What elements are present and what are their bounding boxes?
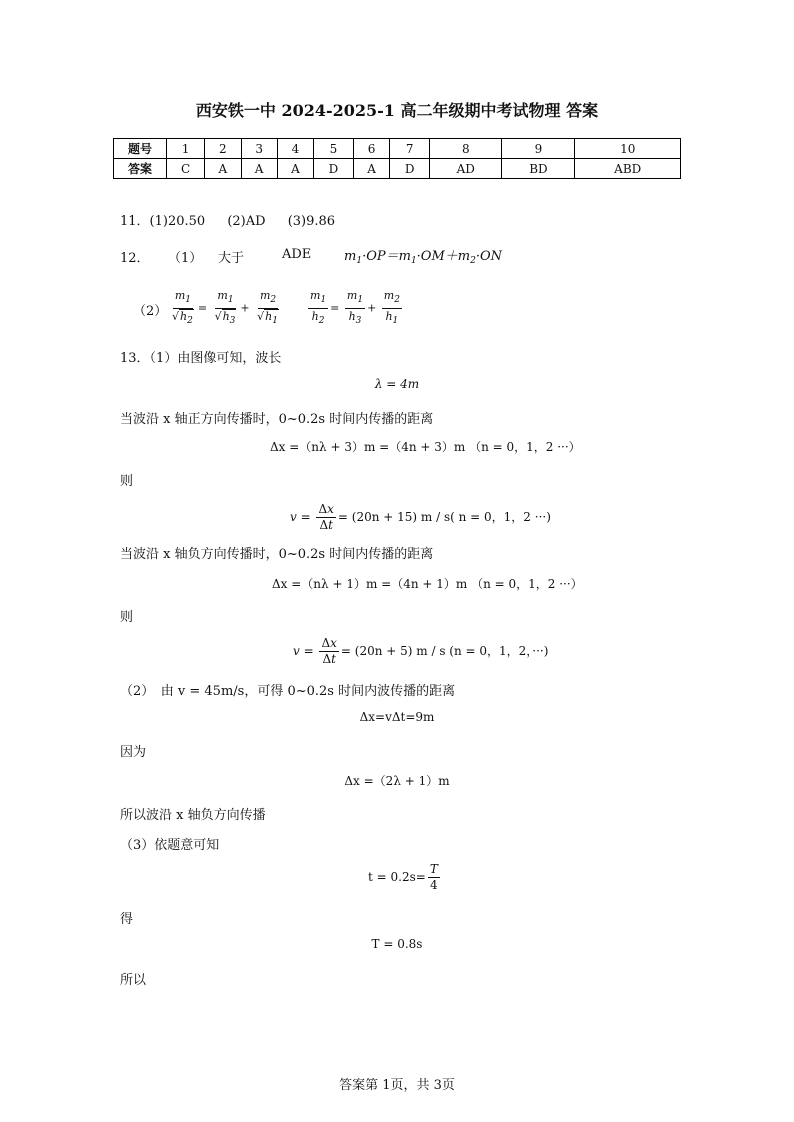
q12-label: 12． xyxy=(120,251,150,266)
table-cell: 6 xyxy=(353,139,389,159)
q13-get: 得 xyxy=(120,912,134,927)
table-cell: 1 xyxy=(167,139,205,159)
table-cell: C xyxy=(167,159,205,179)
q11-part1: (1)20.50 xyxy=(149,214,206,229)
q13-part3-text: （3）依题意可知 xyxy=(120,838,220,853)
table-header-answer: 答案 xyxy=(114,159,167,179)
q13-period: T = 0.8s xyxy=(371,937,423,951)
q13-time-equation: t = 0.2s= $\frac{T}{4}$ xyxy=(368,862,438,892)
table-row-numbers xyxy=(114,139,681,159)
q13-distance-2lambda: Δx =（2λ + 1）m xyxy=(344,774,450,788)
table-cell: AD xyxy=(430,159,502,179)
table-header-number: 题号 xyxy=(114,139,167,159)
q12-formula-sqrt: $\frac{m_1}{√h_2}$ = $\frac{m_1}{√h_3}$ + $\frac{m_2}{√h_1}$ xyxy=(172,289,278,326)
table-cell: D xyxy=(390,159,430,179)
table-cell: 9 xyxy=(502,139,575,159)
q12-part1-label: （1） xyxy=(168,251,203,266)
q13-velocity-negative-value: = (20n + 5) m / s (n = 0，1，2，···) xyxy=(340,644,549,658)
q11-label: 11． xyxy=(120,214,150,229)
table-cell: A xyxy=(353,159,389,179)
q13-intro: 13．（1）由图像可知，波长 xyxy=(120,351,282,366)
q11-line xyxy=(120,210,335,229)
table-row-answers xyxy=(114,159,681,179)
q13-distance-positive: Δx =（nλ + 3）m =（4n + 3）m （n = 0，1，2 ···） xyxy=(270,440,581,454)
page-title: 西安铁一中 2024-2025-1 高二年级期中考试物理 答案 xyxy=(195,101,599,120)
q13-wavelength: λ = 4m xyxy=(374,377,420,391)
answer-table xyxy=(113,138,681,179)
table-cell: A xyxy=(205,159,241,179)
table-cell: 8 xyxy=(430,139,502,159)
q11-part3: (3)9.86 xyxy=(287,214,336,229)
table-cell: 4 xyxy=(277,139,313,159)
q12-formula-h: $\frac{m_1}{h_2}$ = $\frac{m_1}{h_3}$ + $\frac{m_2}{h_1}$ xyxy=(310,289,400,326)
q13-negative-direction: 当波沿 x 轴负方向传播时，0~0.2s 时间内传播的距离 xyxy=(120,547,434,562)
table-cell: ABD xyxy=(575,159,681,179)
table-cell: 5 xyxy=(314,139,354,159)
q13-time-value: t = 0.2s= xyxy=(368,870,426,884)
q12-greater: 大于 xyxy=(218,251,245,266)
q13-so: 所以 xyxy=(120,973,147,988)
table-cell: 3 xyxy=(241,139,277,159)
q13-distance-vdt: Δx=vΔt=9m xyxy=(359,710,435,724)
q13-distance-negative: Δx =（nλ + 1）m =（4n + 1）m （n = 0，1，2 ···） xyxy=(272,577,583,591)
q13-velocity-negative: v = $\frac{\Delta x}{\Delta t}$ = (20n + 5) m / s (n = 0，1，2，···) xyxy=(293,636,549,666)
q13-then-1: 则 xyxy=(120,474,134,489)
q13-because: 因为 xyxy=(120,745,147,760)
table-cell: A xyxy=(277,159,313,179)
q12-ade: ADE xyxy=(282,247,312,262)
table-cell: A xyxy=(241,159,277,179)
table-cell: 2 xyxy=(205,139,241,159)
table-cell: BD xyxy=(502,159,575,179)
q13-then-2: 则 xyxy=(120,610,134,625)
q13-conclusion-negative: 所以波沿 x 轴负方向传播 xyxy=(120,808,266,823)
table-cell: 7 xyxy=(390,139,430,159)
q13-part2-text: （2） 由 v = 45m/s，可得 0~0.2s 时间内波传播的距离 xyxy=(120,684,456,699)
table-cell: 10 xyxy=(575,139,681,159)
page-footer: 答案第 1页，共 3页 xyxy=(339,1078,455,1093)
q12-part2-label: （2） xyxy=(133,304,168,319)
q12-momentum-equation: $m_1\cdot OP=m_1\cdot OM+m_2\cdot ON$ xyxy=(344,249,503,266)
q13-velocity-positive-value: = (20n + 15) m / s( n = 0，1，2 ···) xyxy=(337,510,551,524)
q13-positive-direction: 当波沿 x 轴正方向传播时，0~0.2s 时间内传播的距离 xyxy=(120,412,434,427)
q11-part2: (2)AD xyxy=(227,214,266,229)
q13-velocity-positive: v = $\frac{\Delta x}{\Delta t}$ = (20n + 15) m / s( n = 0，1，2 ···) xyxy=(290,502,551,532)
table-cell: D xyxy=(314,159,354,179)
